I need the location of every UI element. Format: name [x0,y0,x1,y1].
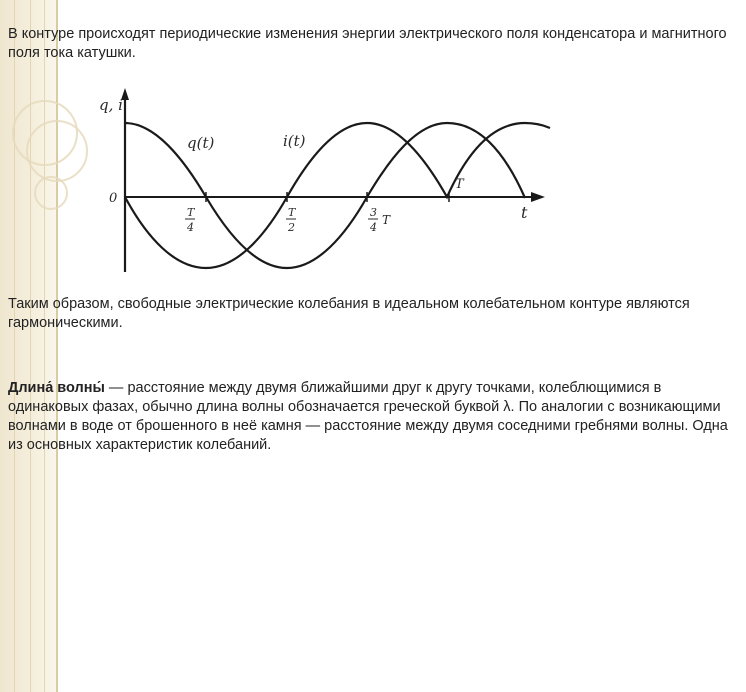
y-axis-label: q, i [99,96,123,114]
tick-three-quarter-suffix: T [382,213,391,227]
curve-q-label: q(t) [187,134,215,152]
intro-paragraph: В контуре происходят периодические изменения энергии электрического поля конденсатора и магнитного поля тока катушки. [8,26,727,61]
decorative-ring [34,176,68,210]
tick-quarter-numerator: T [187,206,195,219]
oscillation-graph [95,88,555,278]
tick-three-quarter-denominator: 4 [370,221,377,234]
curve-i-label: i(t) [283,132,306,150]
x-axis-label: t [521,203,528,222]
definition-term: Длина́ волны́ [8,380,105,396]
period-label: T [455,177,464,192]
tick-quarter-denominator: 4 [187,221,194,234]
definition-body: — расстояние между двумя ближайшими друг к другу точками, колеблющимися в одинаковых фазах, обычно длина волны обозначается греческой буквой λ. По аналогии с возникающими волнами в воде от брошенного в неё камня — расстояние между двумя соседними гребнями волны. Одна из основных характеристик колебаний. [8,380,728,453]
tick-three-quarter-numerator: 3 [370,206,377,219]
decorative-side-band [0,0,58,692]
conclusion-paragraph: Таким образом, свободные электрические колебания в идеальном колебательном контуре являются гармоническими. [8,296,690,331]
x-axis-arrow-icon [531,192,545,202]
decorative-ring [26,120,88,182]
definition-paragraph [8,379,736,455]
tick-half-denominator: 2 [288,221,295,234]
tick-half-numerator: T [288,206,296,219]
origin-label: 0 [109,191,118,206]
